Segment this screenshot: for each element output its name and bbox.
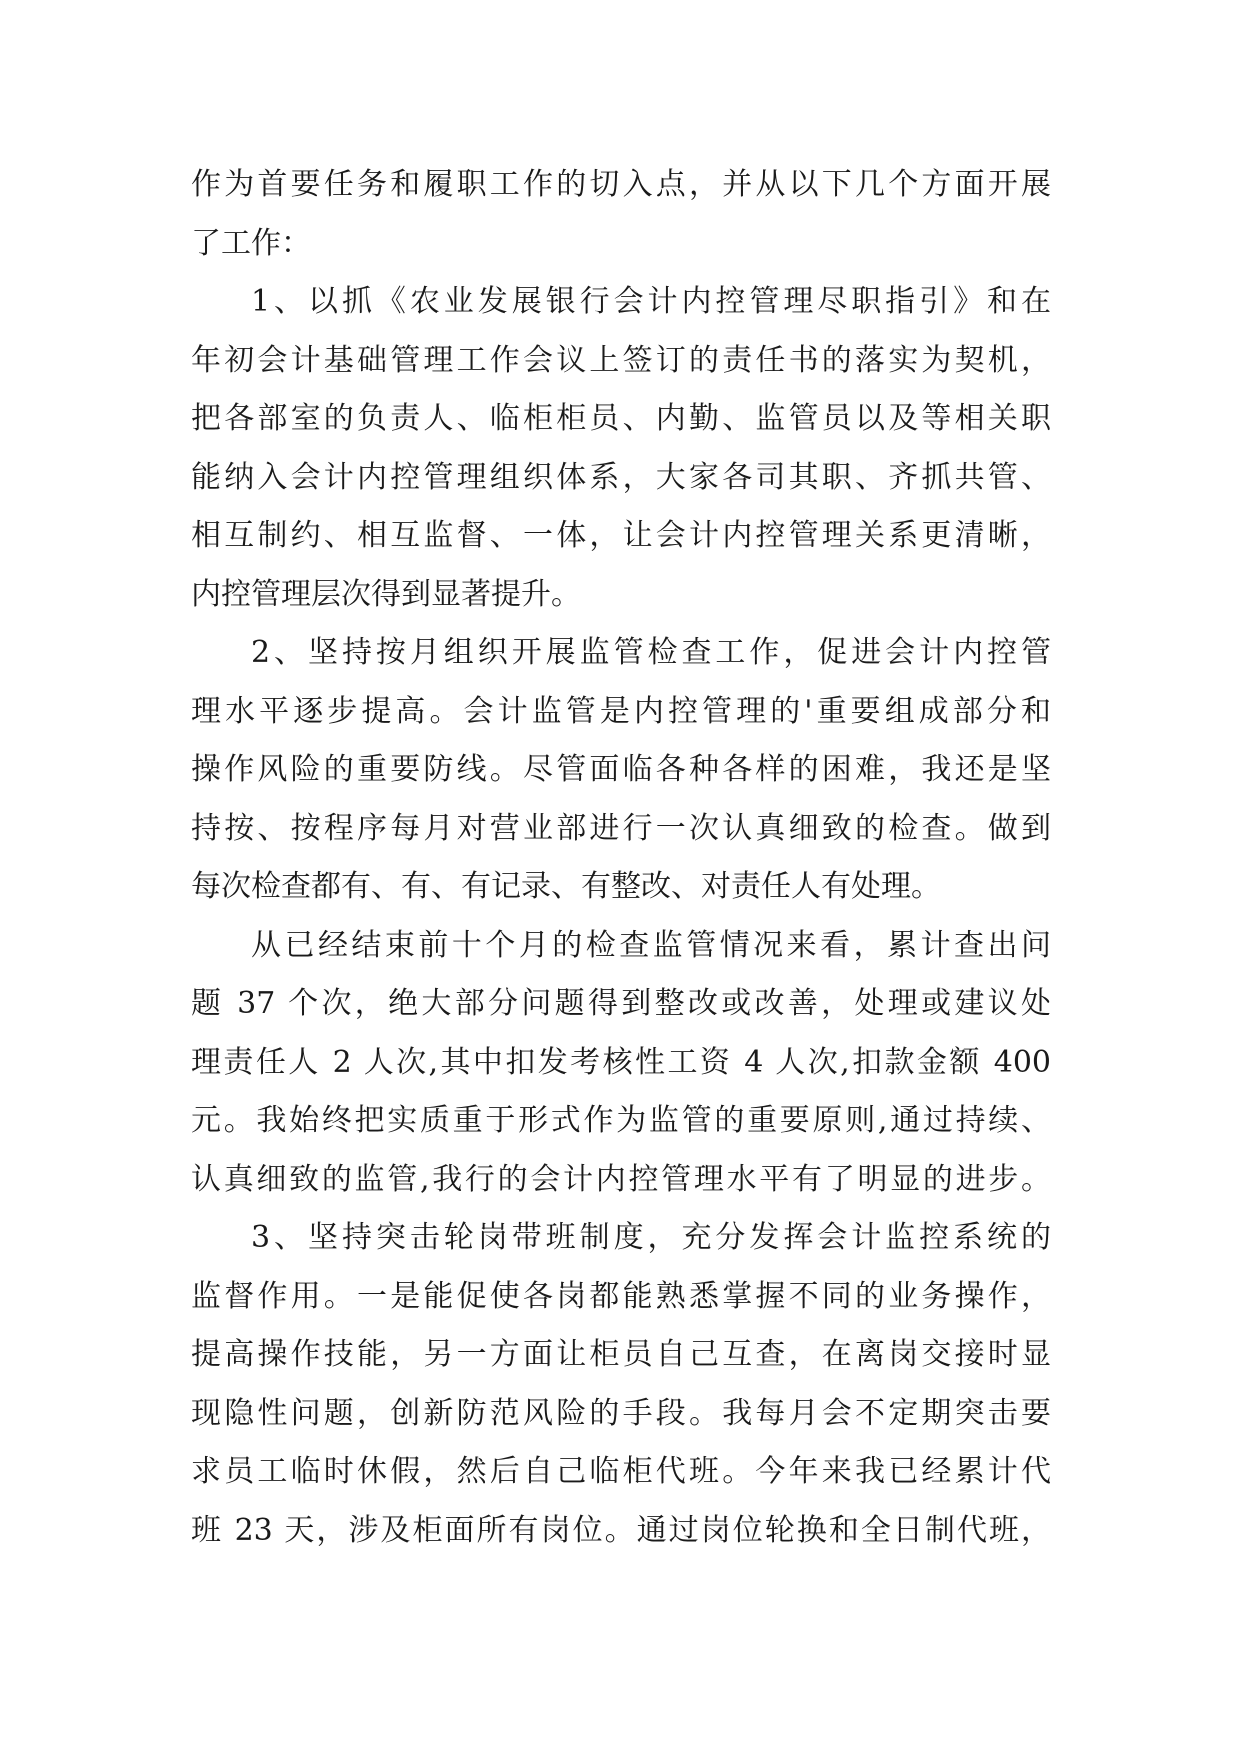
text-line: 班 23 天，涉及柜面所有岗位。通过岗位轮换和全日制代班， (191, 1512, 1051, 1548)
text-line: 2、坚持按月组织开展监管检查工作，促进会计内控管 (251, 635, 1051, 670)
text-line: 了工作： (191, 225, 311, 261)
text-line: 理水平逐步提高。会计监管是内控管理的'重要组成部分和 (191, 693, 1051, 729)
text-line: 理责任人 2 人次,其中扣发考核性工资 4 人次,扣款金额 400 (191, 1044, 1051, 1080)
text-line: 持按、按程序每月对营业部进行一次认真细致的检查。做到 (191, 810, 1051, 846)
text-line: 相互制约、相互监督、一体，让会计内控管理关系更清晰， (191, 518, 1051, 553)
text-line: 提高操作技能，另一方面让柜员自己互查，在离岗交接时显 (191, 1337, 1051, 1372)
text-line: 求员工临时休假，然后自己临柜代班。今年来我已经累计代 (191, 1454, 1051, 1489)
body-text (191, 156, 1051, 1560)
text-line: 认真细致的监管,我行的会计内控管理水平有了明显的进步。 (191, 1161, 1051, 1197)
text-line: 监督作用。一是能促使各岗都能熟悉掌握不同的业务操作， (191, 1278, 1051, 1314)
text-line: 年初会计基础管理工作会议上签订的责任书的落实为契机， (191, 342, 1051, 378)
text-line: 从已经结束前十个月的检查监管情况来看，累计查出问 (251, 927, 1051, 963)
text-line: 3、坚持突击轮岗带班制度，充分发挥会计监控系统的 (251, 1220, 1051, 1255)
text-line: 操作风险的重要防线。尽管面临各种各样的困难，我还是坚 (191, 752, 1051, 787)
text-line: 作为首要任务和履职工作的切入点，并从以下几个方面开展 (191, 167, 1051, 202)
text-line: 现隐性问题，创新防范风险的手段。我每月会不定期突击要 (191, 1395, 1051, 1431)
text-line: 能纳入会计内控管理组织体系，大家各司其职、齐抓共管、 (191, 459, 1051, 495)
text-line: 内控管理层次得到显著提升。 (191, 576, 581, 612)
text-line: 1、以抓《农业发展银行会计内控管理尽职指引》和在 (251, 284, 1051, 319)
text-line: 每次检查都有、有、有记录、有整改、对责任人有处理。 (191, 869, 941, 904)
text-line: 题 37 个次，绝大部分问题得到整改或改善，处理或建议处 (191, 986, 1051, 1021)
text-line: 把各部室的负责人、临柜柜员、内勤、监管员以及等相关职 (191, 401, 1051, 436)
text-line: 元。我始终把实质重于形式作为监管的重要原则,通过持续、 (191, 1103, 1051, 1138)
